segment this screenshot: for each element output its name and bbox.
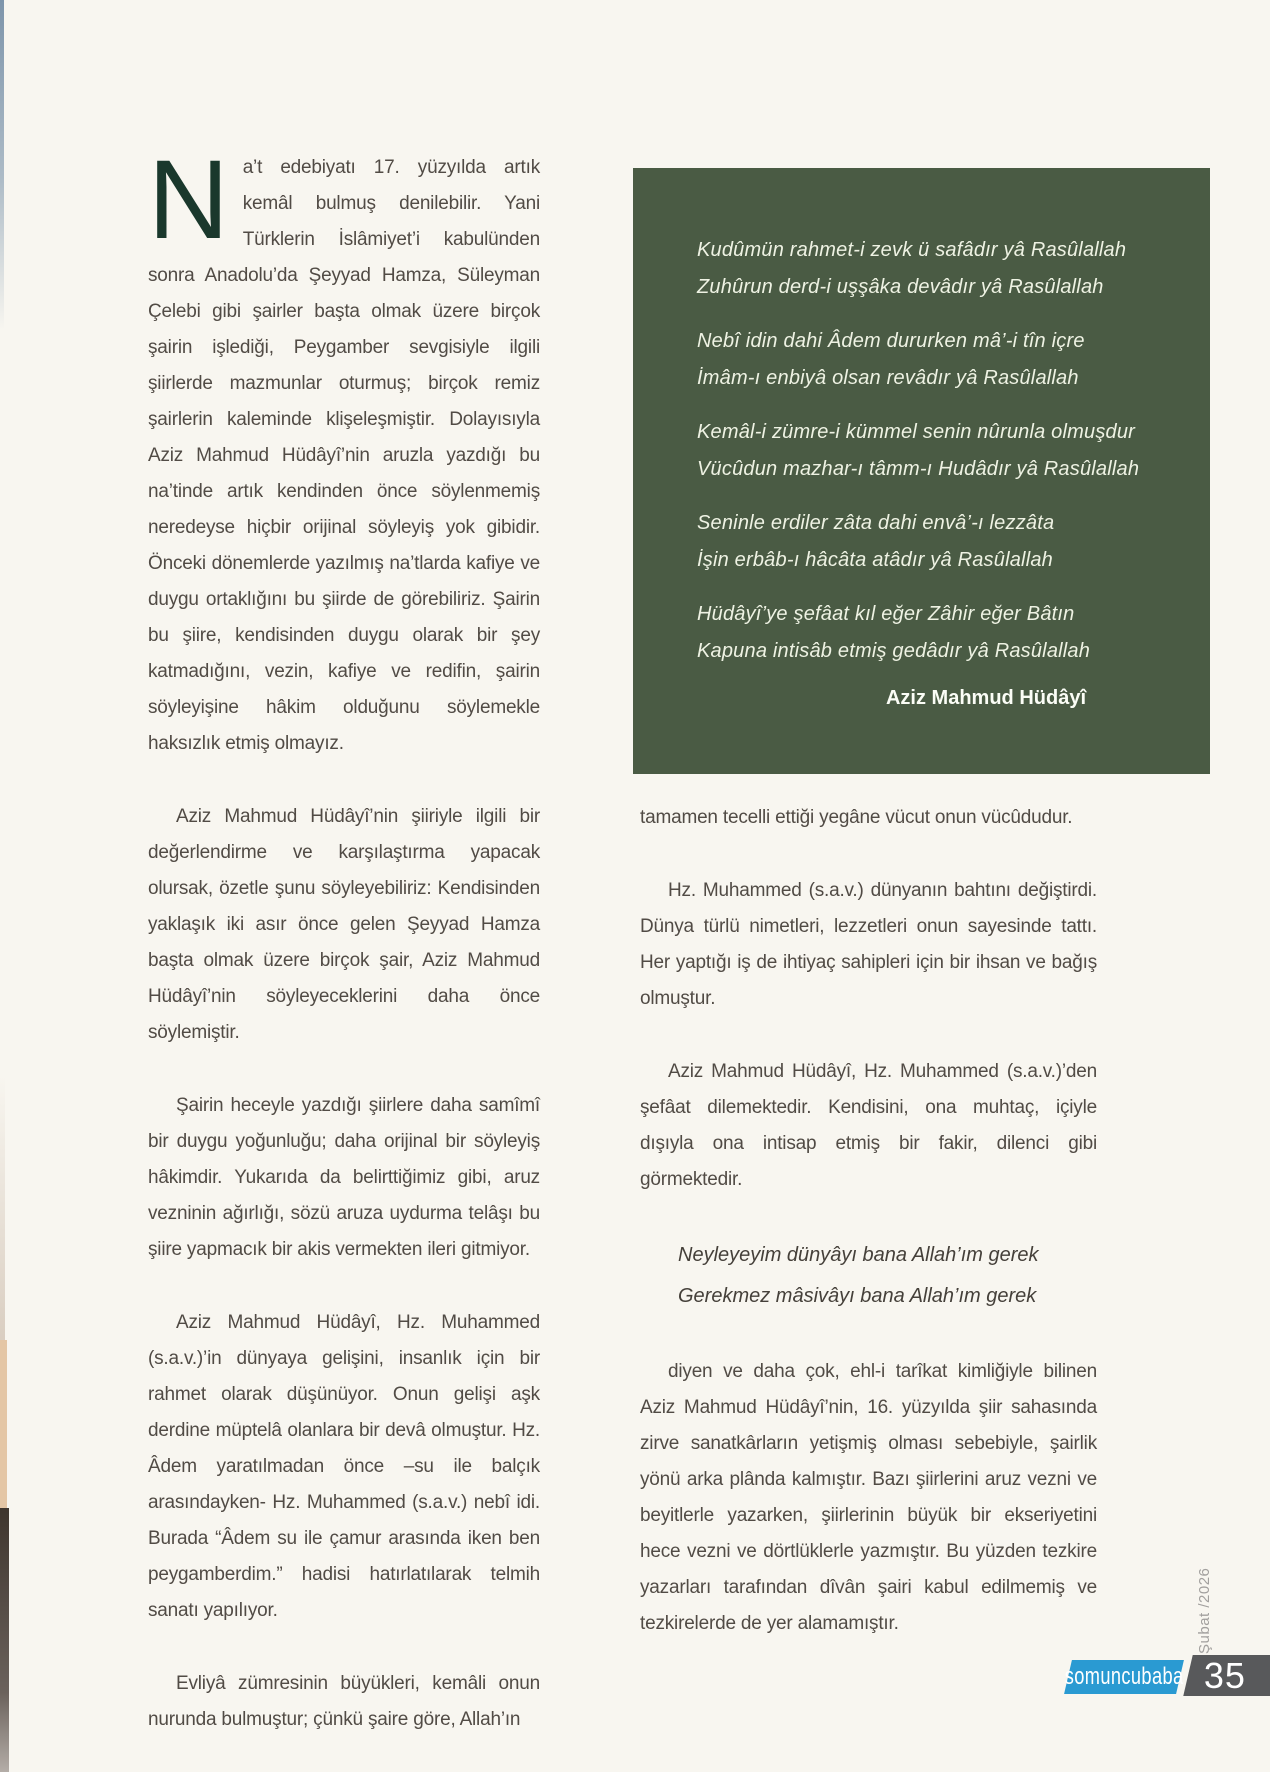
brand-badge	[1064, 1660, 1184, 1694]
paragraph-intro-text: a’t edebiyatı 17. yüzyılda artık kemâl bulmuş denilebilir. Yani Türklerin İslâmiyet’i kabulünden sonra Anadolu’da Şeyyad Hamza, Süleyman Çelebi gibi şairler başta olmak üzere birçok şairin işlediği, Peygamber sevgisiyle ilgili şiirlerde mazmunlar oturmuş; birçok remiz şairlerin kaleminde klişeleşmiştir. Dolayısıyla Aziz Mahmud Hüdâyî’nin aruzla yazdığı bu na’tinde artık kendinden önce söylenmemiş neredeyse hiçbir orijinal söyleyiş yok gibidir. Önceki dönemlerde yazılmış na’tlarda kafiye ve duygu ortaklığını bu şiirde de görebiliriz. Şairin bu şiire, kendisinden duygu olarak bir şey katmadığını, vezin, kafiye ve redifin, şairin söyleyişine hâkim olduğunu söylemekle haksızlık etmiş olmayız.	[148, 157, 540, 754]
paragraph: Aziz Mahmud Hüdâyî, Hz. Muhammed (s.a.v.)’in dünyaya gelişini, insanlık için bir rahmet olarak düşünüyor. Onun gelişi aşk derdine müptelâ olanlara bir devâ olmuştur. Hz. Âdem yaratılmadan önce –su ile balçık arasındayken- Hz. Muhammed (s.a.v.) nebî idi. Burada “Âdem su ile çamur arasında iken ben peygamberdim.” hadisi hatırlatılarak telmih sanatı yapılıyor.	[148, 1312, 540, 1621]
poem-box	[633, 168, 1210, 774]
poem-line: Zuhûrun derd-i uşşâka devâdır yâ Rasûlallah	[697, 276, 1104, 298]
poem-line: Vücûdun mazhar-ı tâmm-ı Hudâdır yâ Rasûlallah	[697, 458, 1140, 480]
poem-couplet	[697, 414, 1170, 488]
paragraph: Hz. Muhammed (s.a.v.) dünyanın bahtını değiştirdi. Dünya türlü nimetleri, lezzetleri onun sayesinde tattı. Her yaptığı iş de ihtiyaç sahipleri için bir ihsan ve bağış olmuştur.	[640, 880, 1097, 1009]
page-number: 35	[1204, 1654, 1247, 1696]
poem-line: İşin erbâb-ı hâcâta atâdır yâ Rasûlallah	[697, 549, 1053, 571]
paragraph: diyen ve daha çok, ehl-i tarîkat kimliğiyle bilinen Aziz Mahmud Hüdâyî’nin, 16. yüzyılda şiir sahasında zirve sanatkârların yetişmiş olması sebebiyle, şairlik yönü arka plânda kalmıştır. Bazı şiirlerini aruz vezni ve beyitlerle yazarken, şiirlerinin büyük bir ekseriyetini hece vezni ve dörtlüklerle yazmıştır. Bu yüzden tezkire yazarları tarafından dîvân şairi kabul edilmemiş ve tezkirelerde de yer alamamıştır.	[640, 1361, 1097, 1634]
paragraph-intro	[148, 137, 540, 762]
poem-line: Hüdâyî’ye şefâat kıl eğer Zâhir eğer Bâtın	[697, 603, 1075, 625]
article-right-column	[640, 800, 1097, 1679]
paragraph: Aziz Mahmud Hüdâyî, Hz. Muhammed (s.a.v.)’den şefâat dilemektedir. Kendisini, ona muhtaç, içiyle dışıyla ona intisap etmiş bir fakir, dilenci gibi görmektedir.	[640, 1061, 1097, 1190]
poem-line: İmâm-ı enbiyâ olsan revâdır yâ Rasûlallah	[697, 367, 1079, 389]
dropcap-letter: N	[148, 137, 229, 262]
scan-edge-artifact-middle	[0, 1075, 5, 1345]
poem-couplet	[697, 505, 1170, 579]
poem-line: Kemâl-i zümre-i kümmel senin nûrunla olmuşdur	[697, 421, 1136, 443]
poem-line: Kudûmün rahmet-i zevk ü safâdır yâ Rasûlallah	[697, 239, 1127, 261]
inline-couplet-line: Gerekmez mâsivâyı bana Allah’ım gerek	[678, 1285, 1037, 1307]
poem-attribution: Aziz Mahmud Hüdâyî	[885, 687, 1086, 709]
paragraph: Şairin heceyle yazdığı şiirlere daha samîmî bir duygu yoğunluğu; daha orijinal bir söyleyiş hâkimdir. Yukarıda da belirttiğimiz gibi, aruz vezninin ağırlığı, sözü aruza uydurma telâşı bu şiire yapmacık bir akis vermekten ileri gitmiyor.	[148, 1095, 540, 1260]
brand-logo-text: somuncubaba	[1064, 1663, 1184, 1690]
issue-date-vertical: Şubat /2026	[1196, 1567, 1213, 1654]
inline-couplet	[678, 1235, 1097, 1317]
inline-couplet-line: Neyleyeyim dünyâyı bana Allah’ım gerek	[678, 1244, 1039, 1266]
poem-couplet	[697, 232, 1170, 306]
poem-line: Kapuna intisâb etmiş gedâdır yâ Rasûlallah	[697, 640, 1091, 662]
scan-edge-artifact-dark	[0, 1508, 9, 1772]
paragraph: Aziz Mahmud Hüdâyî’nin şiiriyle ilgili bir değerlendirme ve karşılaştırma yapacak olursak, özetle şunu söyleyebiliriz: Kendisinden yaklaşık iki asır önce gelen Şeyyad Hamza başta olmak üzere birçok şair, Aziz Mahmud Hüdâyî’nin söyleyeceklerini daha önce söylemiştir.	[148, 806, 540, 1043]
poem-couplet	[697, 323, 1170, 397]
page-number-badge	[1183, 1655, 1270, 1696]
scan-edge-artifact-tan	[0, 1340, 7, 1512]
article-left-column	[148, 137, 540, 1772]
paragraph: Evliyâ zümresinin büyükleri, kemâli onun nurunda bulmuştur; çünkü şaire göre, Allah’ın	[148, 1673, 540, 1730]
poem-line: Seninle erdiler zâta dahi envâ’-ı lezzâta	[697, 512, 1055, 534]
scan-edge-artifact-top	[0, 0, 4, 330]
paragraph: tamamen tecelli ettiği yegâne vücut onun vücûdudur.	[640, 807, 1073, 828]
poem-couplet	[697, 596, 1170, 670]
poem-line: Nebî idin dahi Âdem dururken mâ’-i tîn içre	[697, 330, 1085, 352]
